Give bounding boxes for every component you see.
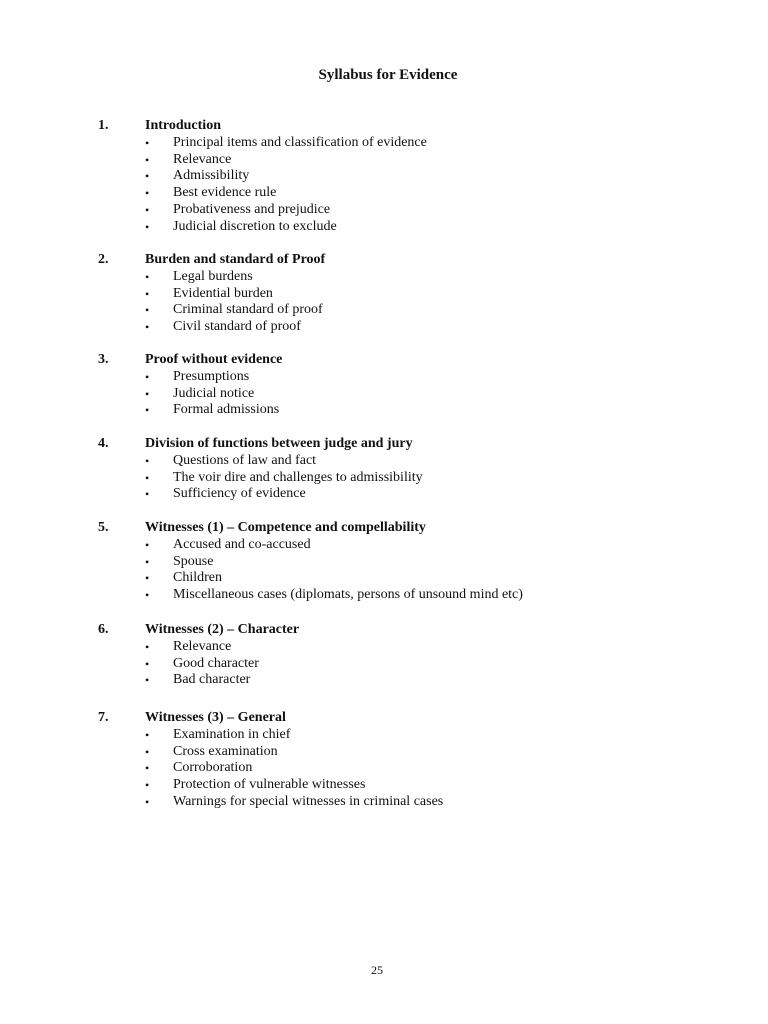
bullet-icon: • bbox=[145, 135, 150, 150]
topic-text: Corroboration bbox=[173, 760, 253, 776]
topic-text: The voir dire and challenges to admissibility bbox=[173, 469, 423, 485]
topic-text: Protection of vulnerable witnesses bbox=[173, 777, 366, 793]
topic-text: Relevance bbox=[173, 638, 232, 654]
bullet-icon: • bbox=[145, 303, 150, 318]
topic-text: Admissibility bbox=[173, 168, 250, 184]
bullet-icon: • bbox=[145, 152, 150, 167]
topic-text: Bad character bbox=[173, 672, 251, 688]
section-heading: Division of functions between judge and jury bbox=[145, 436, 413, 451]
topic-text: Warnings for special witnesses in criminal cases bbox=[173, 793, 444, 809]
section-heading: Witnesses (2) – Character bbox=[145, 622, 300, 637]
bullet-icon: • bbox=[145, 554, 150, 569]
page-number: 25 bbox=[371, 963, 383, 977]
topic-text: Judicial notice bbox=[173, 385, 255, 401]
section-heading: Witnesses (3) – General bbox=[145, 710, 286, 725]
bullet-icon: • bbox=[145, 794, 150, 809]
bullet-icon: • bbox=[145, 656, 150, 671]
section-number: 4. bbox=[98, 436, 109, 451]
topic-text: Judicial discretion to exclude bbox=[173, 218, 337, 234]
topic-text: Miscellaneous cases (diplomats, persons of unsound mind etc) bbox=[173, 587, 523, 603]
topic-text: Children bbox=[173, 570, 222, 586]
topic-text: Legal burdens bbox=[173, 268, 253, 284]
section-heading: Introduction bbox=[145, 118, 221, 133]
bullet-icon: • bbox=[145, 588, 150, 603]
topic-text: Examination in chief bbox=[173, 726, 291, 742]
section-heading: Proof without evidence bbox=[145, 352, 283, 367]
bullet-icon: • bbox=[145, 453, 150, 468]
topic-text: Cross examination bbox=[173, 743, 278, 759]
bullet-icon: • bbox=[145, 369, 150, 384]
page-title: Syllabus for Evidence bbox=[318, 67, 458, 83]
bullet-icon: • bbox=[145, 320, 150, 335]
topic-text: Presumptions bbox=[173, 368, 250, 384]
topic-text: Relevance bbox=[173, 151, 232, 167]
bullet-icon: • bbox=[145, 744, 150, 759]
topic-text: Principal items and classification of evidence bbox=[173, 134, 427, 150]
bullet-icon: • bbox=[145, 169, 150, 184]
section-number: 5. bbox=[98, 520, 109, 535]
bullet-icon: • bbox=[145, 761, 150, 776]
bullet-icon: • bbox=[145, 403, 150, 418]
topic-text: Questions of law and fact bbox=[173, 452, 317, 468]
bullet-icon: • bbox=[145, 571, 150, 586]
section-heading: Witnesses (1) – Competence and compellability bbox=[145, 520, 426, 535]
bullet-icon: • bbox=[145, 219, 150, 234]
bullet-icon: • bbox=[145, 778, 150, 793]
bullet-icon: • bbox=[145, 727, 150, 742]
topic-text: Sufficiency of evidence bbox=[173, 486, 306, 502]
bullet-icon: • bbox=[145, 470, 150, 485]
topic-text: Probativeness and prejudice bbox=[173, 201, 331, 217]
bullet-icon: • bbox=[145, 673, 150, 688]
topic-text: Spouse bbox=[173, 553, 214, 569]
topic-text: Good character bbox=[173, 655, 259, 671]
bullet-icon: • bbox=[145, 487, 150, 502]
section-number: 1. bbox=[98, 118, 109, 133]
section-number: 2. bbox=[98, 252, 109, 267]
bullet-icon: • bbox=[145, 639, 150, 654]
bullet-icon: • bbox=[145, 386, 150, 401]
bullet-icon: • bbox=[145, 269, 150, 284]
topic-text: Accused and co-accused bbox=[173, 536, 311, 552]
bullet-icon: • bbox=[145, 286, 150, 301]
section-number: 7. bbox=[98, 710, 109, 725]
topic-text: Evidential burden bbox=[173, 285, 273, 301]
topic-text: Formal admissions bbox=[173, 402, 280, 418]
bullet-icon: • bbox=[145, 537, 150, 552]
bullet-icon: • bbox=[145, 186, 150, 201]
topic-text: Criminal standard of proof bbox=[173, 302, 323, 318]
topic-text: Best evidence rule bbox=[173, 185, 277, 201]
section-heading: Burden and standard of Proof bbox=[145, 252, 326, 267]
section-number: 6. bbox=[98, 622, 109, 637]
bullet-icon: • bbox=[145, 202, 150, 217]
topic-text: Civil standard of proof bbox=[173, 319, 301, 335]
section-number: 3. bbox=[98, 352, 109, 367]
